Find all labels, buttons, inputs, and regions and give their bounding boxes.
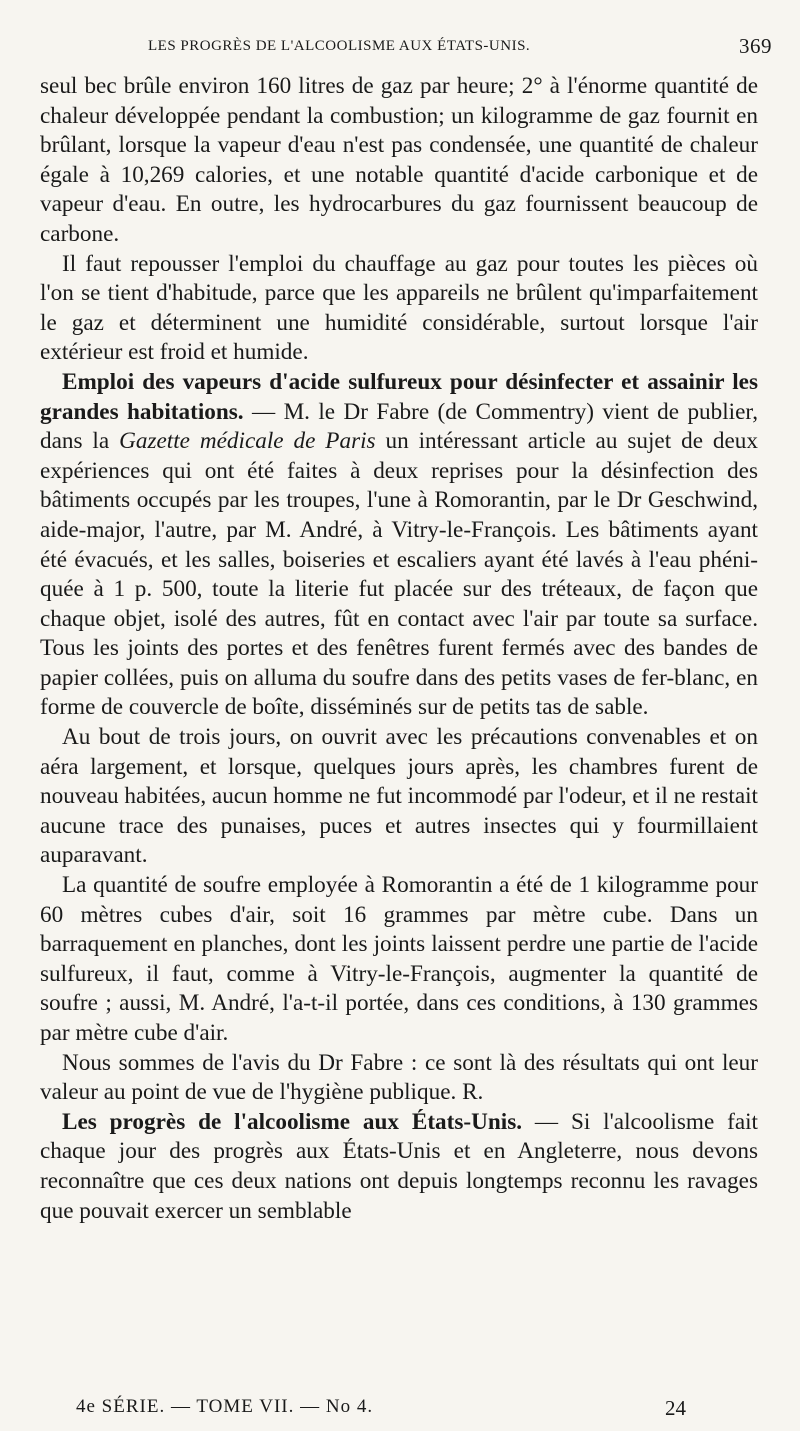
page-header — [40, 34, 780, 60]
paragraph — [40, 1049, 758, 1108]
signature-mark: 24 — [665, 1396, 686, 1420]
paragraph-text: un intéressant article au sujet de deux expériences qui ont été faites à deux reprises pour la désinfection des bâtiments occupés par les troupes, l'une à Romorantin, par le Dr Geschwind, aide-major, l'autre, par M. André, à Vitry-le-François. Les bâtiments ayant été évacués, et les salles, boiseries et escaliers ayant été lavés à l'eau phéniquée à 1 p. 500, toute la literie fut placée sur des tréteaux, de façon que chaque objet, isolé des autres, fût en contact avec l'air par toute sa surface. Tous les joints des portes et des fenêtres furent fermés avec des bandes de papier collées, puis on alluma du soufre dans des petits vases de fer-blanc, en forme de couvercle de boîte, disséminés sur de petits tas de sable. — [40, 428, 758, 721]
paragraph-text: Au bout de trois jours, on ouvrit avec les précautions convenables et on aéra largement, et lorsque, quelques jours après, les chambres furent de nouveau habitées, aucun homme ne fut incommodé par l'odeur, et il ne restait aucune trace des punaises, puces et autres insectes qui y fourmillaient auparavant. — [40, 724, 758, 869]
paragraph-text: Nous sommes de l'avis du Dr Fabre : ce sont là des résultats qui ont leur valeur au point de vue de l'hygiène publique. R. — [40, 1049, 758, 1106]
paragraph-text: Il faut repousser l'emploi du chauffage au gaz pour toutes les pièces où l'on se tient d'habitude, parce que les appareils ne brûlent qu'imparfaitement le gaz et déterminent une humidité considérable, surtout lorsque l'air extérieur est froid et humide. — [40, 250, 758, 366]
paragraph-text: seul bec brûle environ 160 litres de gaz par heure; 2° à l'énorme quantité de chaleur développée pendant la combustion; un kilogramme de gaz fournit en brûlant, lorsque la vapeur d'eau n'est pas condensée, une quantité de chaleur égale à 10,269 calories, et une notable quantité d'acide carbonique et de vapeur d'eau. En outre, les hydrocarbures du gaz fournissent beaucoup de carbone. — [40, 73, 758, 247]
paragraph — [40, 250, 758, 368]
section-heading: Emploi des vapeurs d'acide sulfureux pour désinfecter et assainir les grandes habitations. — [40, 368, 758, 425]
paragraph — [40, 871, 758, 1049]
paragraph-text: — Si l'alcoolisme fait chaque jour des progrès aux États-Unis et en Angleterre, nous devons reconnaître que ces deux nations ont depuis longtemps reconnu les ravages que pouvait exercer un semblable — [40, 1108, 758, 1224]
paragraph — [40, 368, 758, 723]
paragraph — [40, 1108, 758, 1226]
page-footer — [76, 1396, 686, 1424]
paragraph-text: La quantité de soufre employée à Romorantin a été de 1 kilogramme pour 60 mètres cubes d'air, soit 16 grammes par mètre cube. Dans un barraquement en planches, dont les joints laissent perdre une partie de l'acide sulfureux, il faut, comme à Vitry-le-François, augmenter la quantité de soufre ; aussi, M. André, l'a-t-il portée, dans ces conditions, à 130 grammes par mètre cube d'air. — [40, 872, 758, 1046]
paragraph — [40, 723, 758, 871]
series-line: 4e SÉRIE. — TOME VII. — No 4. — [76, 1396, 374, 1417]
paragraph — [40, 72, 758, 250]
paragraph-text: — M. le Dr Fabre (de Commentry) vient de publier, dans la — [40, 398, 758, 455]
section-heading: Les progrès de l'alcoolisme aux États-Unis. — [62, 1108, 523, 1135]
page-number: 369 — [739, 34, 772, 58]
journal-title: Gazette médicale de Paris — [119, 428, 376, 455]
article-body — [40, 72, 758, 1226]
running-title: LES PROGRÈS DE L'ALCOOLISME AUX ÉTATS-UNIS. — [148, 38, 531, 54]
